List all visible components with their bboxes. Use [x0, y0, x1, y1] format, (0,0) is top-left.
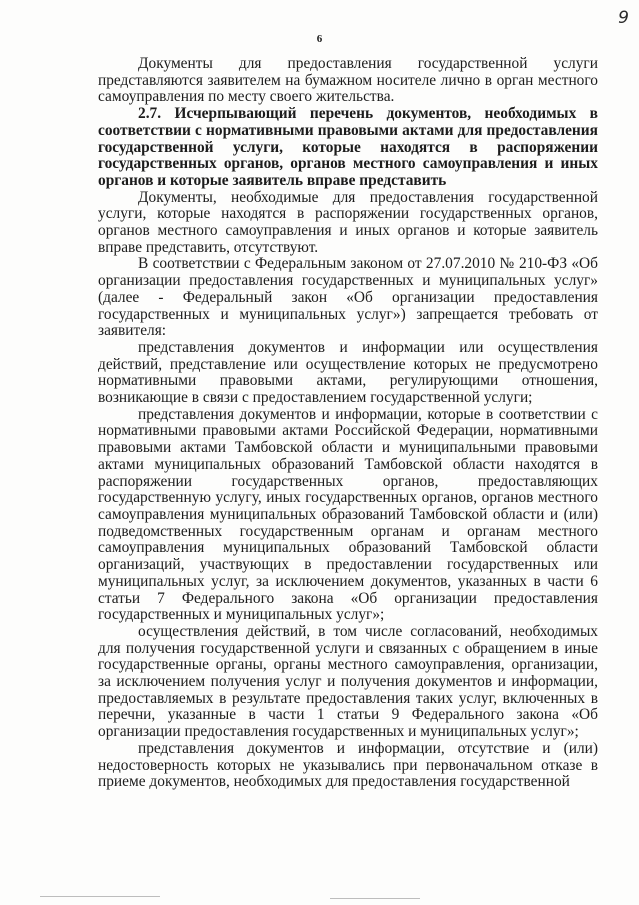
list-item-prohibition-1: представления документов и информации или осуществления действий, представление или осуществление которых не предусмотрено нормативными правовыми актами, регулирующими отношения, возникающие в связи с предоставлением государственной услуги; — [98, 338, 598, 407]
document-body — [98, 56, 598, 791]
scan-artifact-line — [40, 896, 160, 897]
list-item-prohibition-2: представления документов и информации, которые в соответствии с нормативными правовыми актами Российской Федерации, нормативными правовыми актами Тамбовской области и муниципальными правовыми актами муниципальных образований Тамбовской области находятся в распоряжении государственных органов, предоставляющих государственную услугу, иных государственных органов, органов местного самоуправления муниципальных образований Тамбовской области и (или) подведомственных государственным органам и органам местного самоуправления муниципальных образований Тамбовской области организаций, участвующих в предоставлении государственных или муниципальных услуг, за исключением документов, указанных в части 6 статьи 7 Федерального закона «Об организации предоставления государственных и муниципальных услуг»; — [98, 405, 598, 624]
paragraph-federal-law: В соответствии с Федеральным законом от 27.07.2010 № 210-ФЗ «Об организации предоставления государственных и муниципальных услуг» (далее - Федеральный закон «Об организации предоставления государственных и муниципальных услуг») запрещается требовать от заявителя: — [98, 255, 598, 340]
paragraph-intro: Документы для предоставления государственной услуги представляются заявителем на бумажном носителе лично в орган местного самоуправления по месту своего жительства. — [98, 55, 598, 106]
list-item-prohibition-4: представления документов и информации, отсутствие и (или) недостоверность которых не указывались при первоначальном отказе в приеме документов, необходимых для предоставления государственной — [98, 739, 598, 791]
page-number: 6 — [316, 33, 323, 45]
list-item-prohibition-3: осуществления действий, в том числе согласований, необходимых для получения государственной услуги и связанных с обращением в иные государственные органы, органы местного самоуправления, организации, за исключением получения услуг и получения документов и информации, предоставляемых в результате предоставления таких услуг, включенных в перечни, указанные в части 1 статьи 9 Федерального закона «Об организации предоставления государственных и муниципальных услуг»; — [98, 622, 598, 741]
section-heading: 2.7. Исчерпывающий перечень документов, необходимых в соответствии с нормативными правовыми актами для предоставления государственной услуги, которые находятся в распоряжении государственных органов, органов местного самоуправления и иных органов и которые заявитель вправе представить — [98, 105, 598, 189]
paragraph-docs-statement: Документы, необходимые для предоставления государственной услуги, которые находятся в распоряжении государственных органов, органов местного самоуправления и иных органов и которые заявитель вправе представить, отсутствуют. — [98, 188, 598, 256]
handwritten-sheet-number: 9 — [618, 8, 629, 28]
scan-artifact-line — [330, 898, 420, 899]
